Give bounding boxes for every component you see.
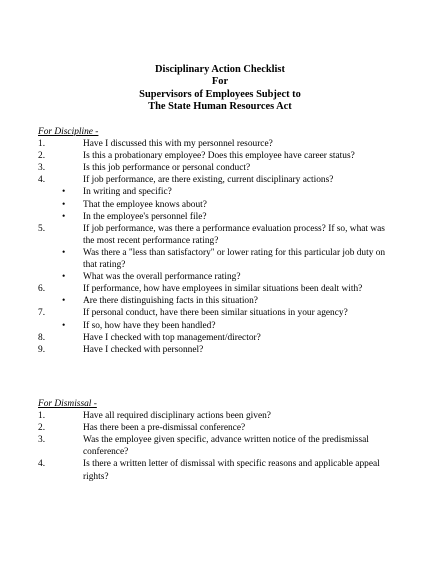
- item-text: In writing and specific?: [83, 187, 172, 198]
- bullet-marker: •: [62, 199, 66, 210]
- dismissal-section: [38, 398, 398, 483]
- item-number: 3.: [38, 163, 46, 174]
- numbered-item: [38, 422, 398, 434]
- discipline-list: [38, 138, 398, 356]
- bullet-marker: •: [62, 320, 66, 331]
- numbered-item: [38, 174, 398, 186]
- item-text: What was the overall performance rating?: [83, 272, 241, 283]
- item-number: 5.: [38, 223, 46, 234]
- item-text: Have all required disciplinary actions been given?: [83, 411, 271, 422]
- item-text: Was there a "less than satisfactory" or lower rating for this particular job duty on that rating?: [83, 247, 386, 271]
- item-number: 4.: [38, 459, 46, 470]
- numbered-item: [38, 434, 398, 458]
- title-line-3: Supervisors of Employees Subject to: [139, 88, 301, 100]
- item-text: If so, how have they been handled?: [83, 320, 216, 331]
- item-number: 3.: [38, 435, 46, 446]
- numbered-item: [38, 283, 398, 295]
- bullet-marker: •: [62, 211, 66, 222]
- item-text: Have I discussed this with my personnel resource?: [83, 139, 273, 150]
- item-text: Has there been a pre-dismissal conference?: [83, 423, 246, 434]
- bullet-item: [38, 271, 398, 283]
- bullet-marker: •: [62, 187, 66, 198]
- bullet-marker: •: [62, 296, 66, 307]
- bullet-item: [38, 247, 398, 271]
- numbered-item: [38, 162, 398, 174]
- discipline-section: [38, 126, 398, 356]
- item-number: 6.: [38, 284, 46, 295]
- dismissal-list: [38, 410, 398, 483]
- numbered-item: [38, 458, 398, 482]
- item-text: If personal conduct, have there been similar situations in your agency?: [83, 308, 348, 319]
- item-number: 9.: [38, 344, 46, 355]
- item-number: 7.: [38, 308, 46, 319]
- numbered-item: [38, 223, 398, 247]
- dismissal-heading: For Dismissal -: [38, 399, 97, 409]
- item-number: 8.: [38, 332, 46, 343]
- bullet-item: [38, 211, 398, 223]
- bullet-item: [38, 199, 398, 211]
- item-text: That the employee knows about?: [83, 199, 207, 210]
- numbered-item: [38, 150, 398, 162]
- bullet-marker: •: [62, 247, 66, 258]
- numbered-item: [38, 307, 398, 319]
- title-line-4: The State Human Resources Act: [148, 101, 292, 113]
- item-text: Is this job performance or personal conduct?: [83, 163, 251, 174]
- item-text: In the employee's personnel file?: [83, 211, 207, 222]
- numbered-item: [38, 138, 398, 150]
- numbered-item: [38, 410, 398, 422]
- item-text: If job performance, are there existing, current disciplinary actions?: [83, 175, 334, 186]
- bullet-item: [38, 320, 398, 332]
- item-text: If performance, how have employees in similar situations been dealt with?: [83, 284, 363, 295]
- item-text: If job performance, was there a performance evaluation process? If so, what was the most recent performance rating?: [83, 223, 385, 246]
- bullet-item: [38, 186, 398, 198]
- item-text: Was the employee given specific, advance written notice of the predismissal conference?: [83, 435, 369, 458]
- title-line-2: For: [211, 76, 229, 88]
- item-text: Have I checked with top management/director?: [83, 332, 261, 343]
- numbered-item: [38, 344, 398, 356]
- item-text: Is this a probationary employee? Does this employee have career status?: [83, 151, 355, 162]
- item-number: 1.: [38, 411, 46, 422]
- title-line-1: Disciplinary Action Checklist: [155, 64, 285, 75]
- numbered-item: [38, 332, 398, 344]
- discipline-heading: For Discipline -: [38, 127, 99, 137]
- bullet-marker: •: [62, 272, 66, 283]
- item-number: 2.: [38, 151, 46, 162]
- item-text: Have I checked with personnel?: [83, 344, 204, 355]
- bullet-item: [38, 295, 398, 307]
- item-text: Is there a written letter of dismissal with specific reasons and applicable appeal rights?: [83, 459, 380, 482]
- item-number: 2.: [38, 423, 46, 434]
- document-title: [0, 64, 440, 114]
- item-number: 1.: [38, 139, 46, 150]
- item-text: Are there distinguishing facts in this situation?: [83, 296, 258, 307]
- item-number: 4.: [38, 175, 46, 186]
